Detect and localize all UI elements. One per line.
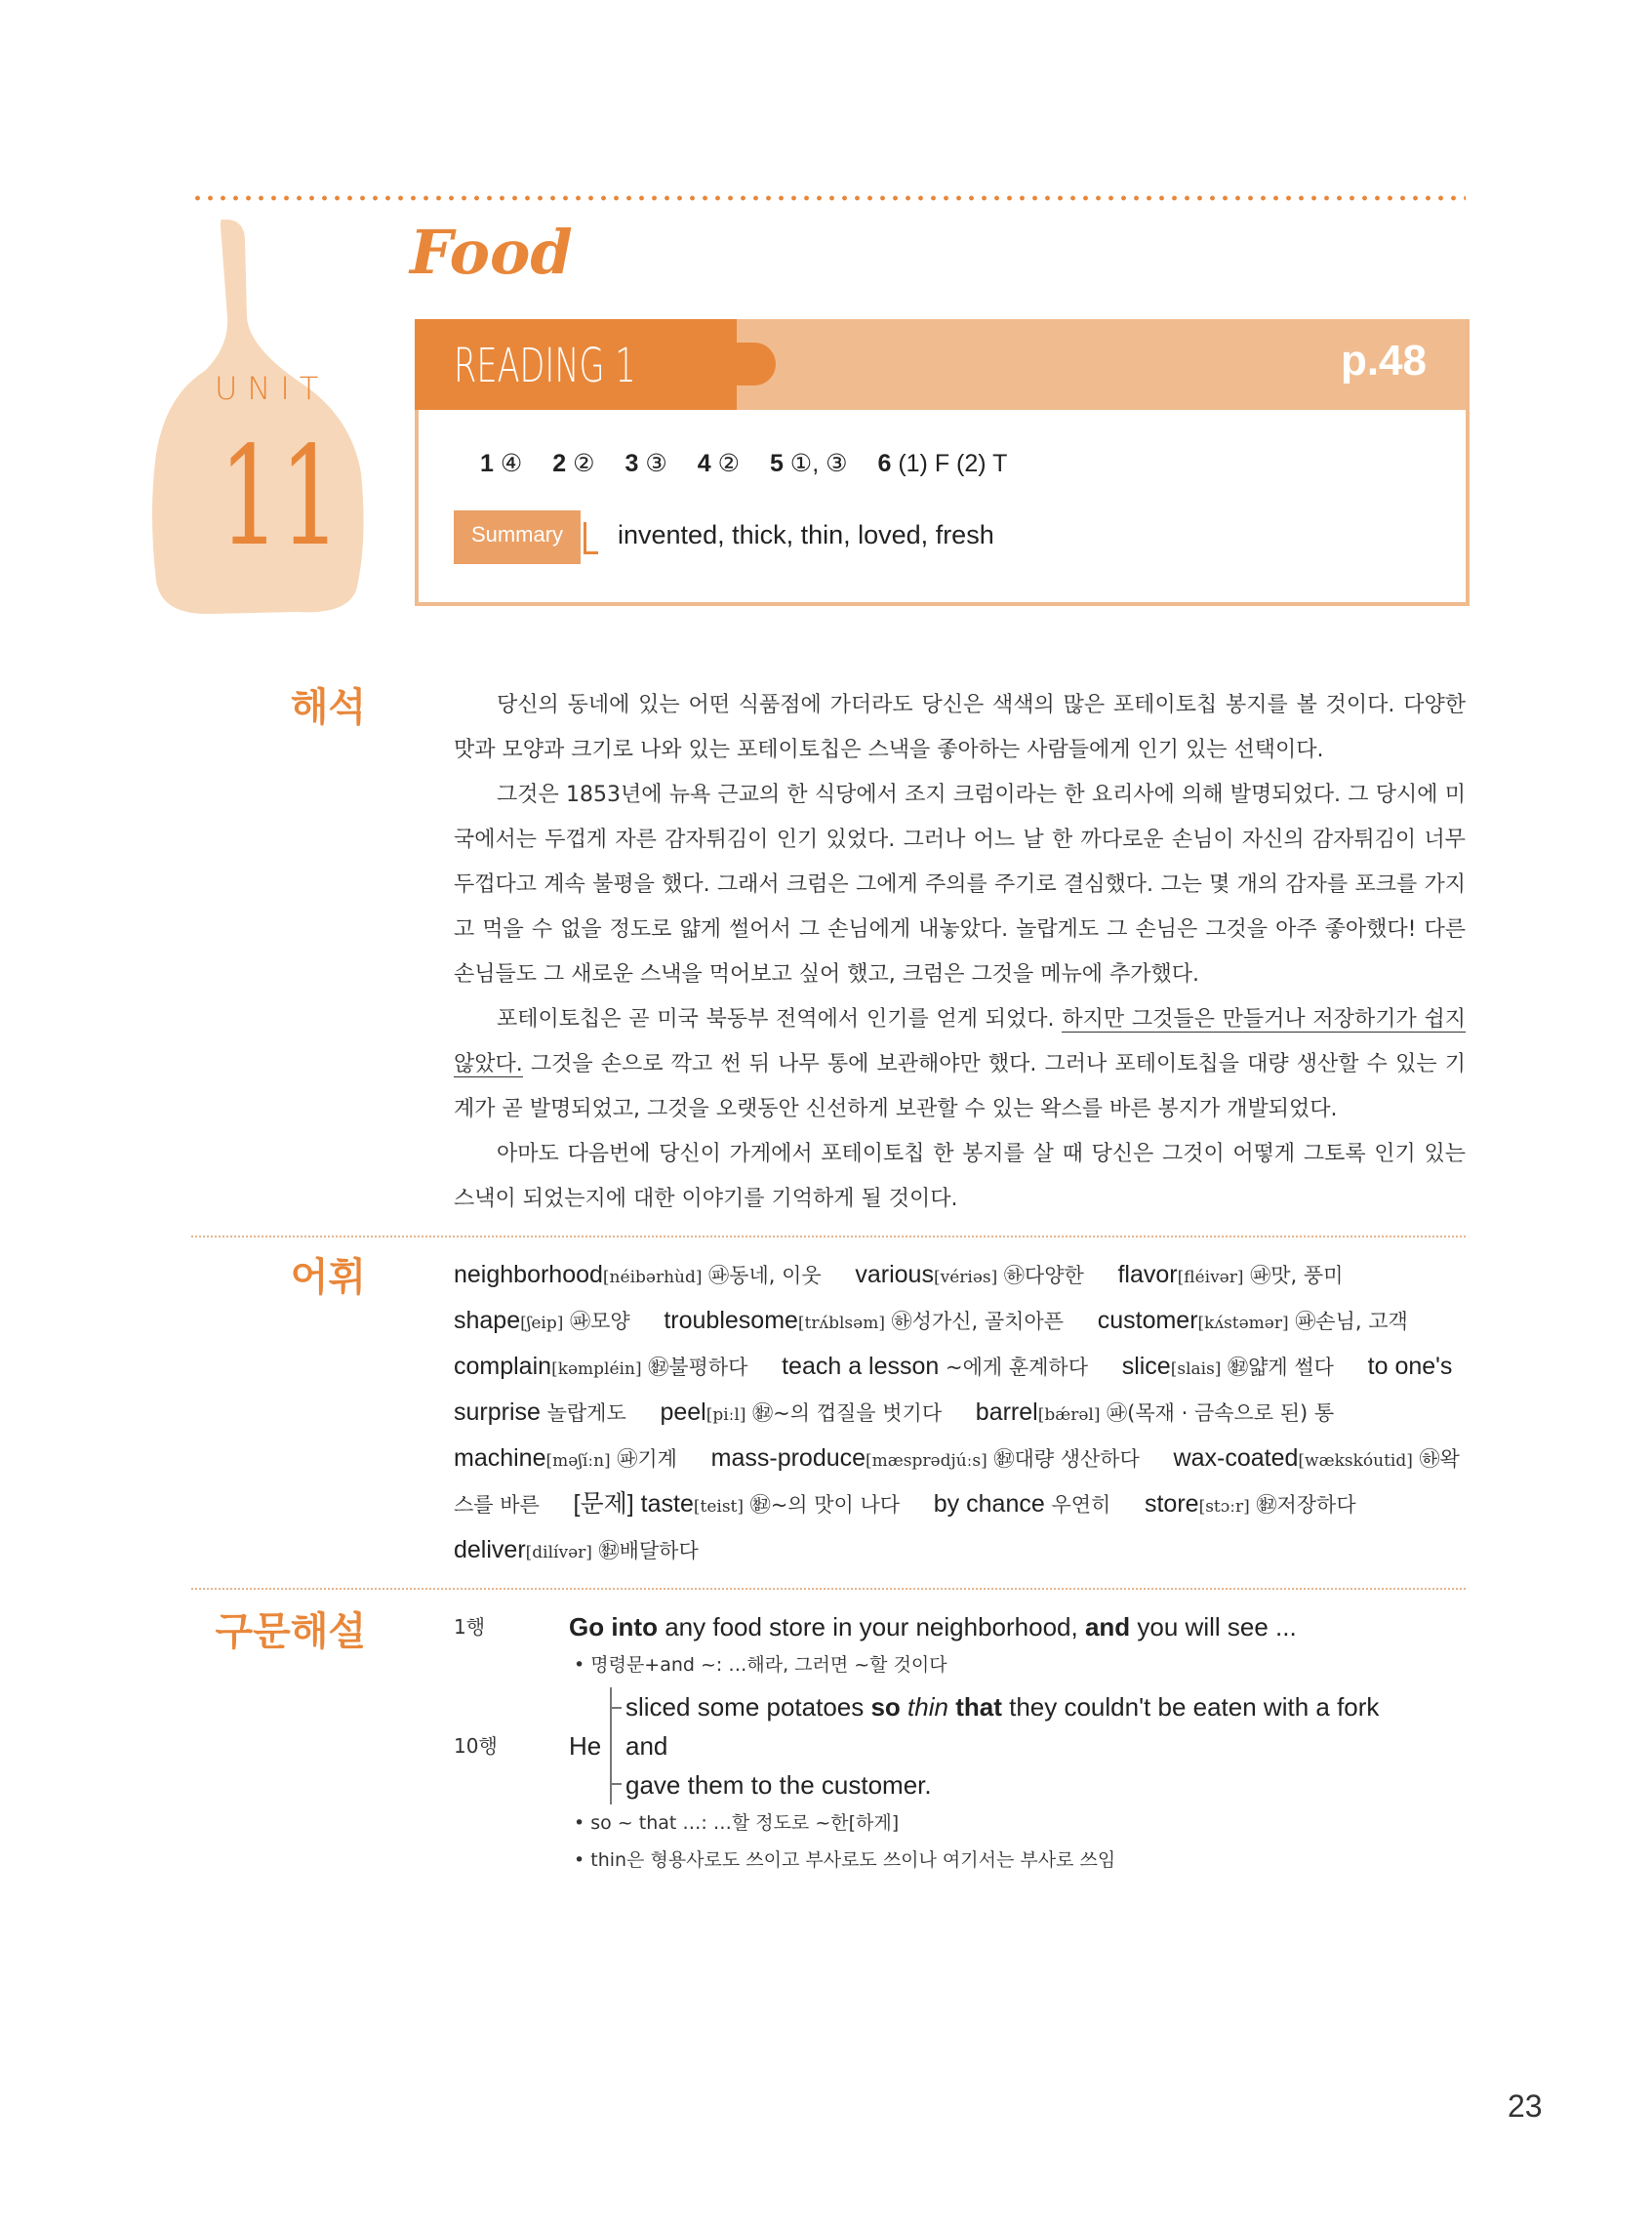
vocab-item: customer[kʌ́stəmər] ㉺손님, 고객	[1097, 1307, 1408, 1334]
vocab-item: troublesome[trʌ́blsəm] ㉻성가신, 골치아픈	[664, 1307, 1065, 1334]
vocab-item: teach a lesson ~에게 훈계하다	[782, 1353, 1089, 1380]
section-divider	[191, 1588, 1466, 1590]
paragraph: 당신의 동네에 있는 어떤 식품점에 가더라도 당신은 색색의 많은 포테이토칩 봉지를 볼 것이다. 다양한 맛과 모양과 크기로 나와 있는 포테이토칩은 스낵을 좋아하는 사람들에게 인기 있는 선택이다.	[454, 693, 1466, 762]
syntax-section	[132, 1607, 1466, 1879]
vocab-item: flavor[fléivər] ㉺맛, 풍미	[1117, 1261, 1344, 1288]
vocab-item: peel[piːl] ㉼~의 껍질을 벗기다	[660, 1398, 943, 1426]
syntax-label: 구문해설	[215, 1609, 366, 1654]
section-divider	[191, 1236, 1466, 1237]
sentence-1: Go into any food store in your neighborhood, and you will see ...	[569, 1612, 1297, 1641]
branch-2: and	[625, 1731, 668, 1761]
vocabulary-label: 어휘	[290, 1255, 366, 1300]
vocab-item: by chance 우연히	[933, 1490, 1111, 1518]
answer-list	[480, 449, 1030, 478]
page-number: 23	[1508, 2088, 1543, 2124]
vocab-item: barrel[bǽrəl] ㉺(목재 · 금속으로 된) 통	[975, 1398, 1335, 1426]
board-hole	[249, 242, 264, 265]
dotted-divider	[191, 195, 1466, 201]
note: • so ~ that …: …할 정도로 ~한[하게]	[574, 1812, 900, 1834]
answer: 1 ④	[480, 450, 523, 477]
paragraph: 아마도 다음번에 당신이 가게에서 포테이토칩 한 봉지를 살 때 당신은 그것이 어떻게 그토록 인기 있는 스낵이 되었는지에 대한 이야기를 기억하게 될 것이다.	[454, 1142, 1466, 1211]
line-ref: 1행	[454, 1615, 486, 1639]
note: • thin은 형용사로도 쓰이고 부사로도 쓰이나 여기서는 부사로 쓰임	[574, 1849, 1116, 1871]
answer: 5 ①, ③	[769, 450, 848, 477]
summary-bracket	[584, 522, 598, 554]
vocab-item: wax-coated[wækskóutid] ㉻왁스를 바른	[454, 1444, 1460, 1517]
branch-3: gave them to the customer.	[625, 1770, 932, 1800]
summary-text: invented, thick, thin, loved, fresh	[618, 520, 994, 549]
unit-number: 11	[219, 418, 342, 577]
vocab-item: machine[məʃíːn] ㉺기계	[454, 1444, 677, 1472]
reading-header	[415, 319, 1466, 410]
paragraph: 포테이토칩은 곧 미국 북동부 전역에서 인기를 얻게 되었다. 하지만 그것들은 만들거나 저장하기가 쉽지 않았다. 그것을 손으로 깍고 썬 뒤 나무 통에 보관해야만 했다. 그러나 포테이토칩을 대량 생산할 수 있는 기계가 곧 발명되었고, 그것을 오랫동안 신선하게 보관할 수 있는 왁스를 바른 봉지가 개발되었다.	[454, 1007, 1466, 1121]
vocab-item: shape[ʃeip] ㉺모양	[454, 1307, 630, 1334]
answer: 2 ②	[552, 450, 595, 477]
syntax-body	[454, 1607, 1466, 1879]
note: • 명령문+and ~: …해라, 그러면 ~할 것이다	[574, 1654, 947, 1676]
subject: He	[569, 1731, 602, 1761]
vocab-item: complain[kəmpléin] ㉼불평하다	[454, 1353, 748, 1380]
vocab-item: mass-produce[mæsprədjúːs] ㉼대량 생산하다	[710, 1444, 1140, 1472]
line-ref: 10행	[454, 1734, 498, 1758]
reading-title: READING 1	[454, 339, 636, 393]
answer: 4 ②	[697, 450, 740, 477]
translation-section	[132, 683, 1466, 1222]
topic-title: Food	[410, 217, 573, 288]
vocab-item: slice[slais] ㉼얇게 썰다	[1121, 1353, 1334, 1380]
vocabulary-list	[454, 1253, 1466, 1574]
answer: 3 ③	[625, 450, 667, 477]
vocab-item: store[stɔːr] ㉼저장하다	[1144, 1490, 1356, 1518]
reading-page: p.48	[1340, 337, 1427, 385]
vocab-item: to one's surprise 놀랍게도	[454, 1353, 1453, 1426]
unit-label: UNIT	[215, 370, 329, 407]
translation-text	[454, 683, 1466, 1222]
vocab-item: neighborhood[néibərhùd] ㉺동네, 이웃	[454, 1261, 822, 1288]
bracket	[610, 1687, 1379, 1804]
vocab-item: [문제] taste[teist] ㉼~의 맛이 나다	[573, 1490, 901, 1518]
main-content	[132, 683, 1466, 1879]
translation-label: 해석	[290, 685, 366, 730]
branch-1: sliced some potatoes so thin that they couldn't be eaten with a fork	[625, 1692, 1380, 1722]
vocab-item: various[vériəs] ㉻다양한	[855, 1261, 1084, 1288]
summary-tag: Summary	[454, 510, 581, 564]
paragraph: 그것은 1853년에 뉴욕 근교의 한 식당에서 조지 크럼이라는 한 요리사에 의해 발명되었다. 그 당시에 미국에서는 두껍게 자른 감자튀김이 인기 있었다. 그러나 어느 날 한 까다로운 손님이 자신의 감자튀김이 너무 두껍다고 계속 불평을 했다. 그래서 크럼은 그에게 주의를 주기로 결심했다. 그는 몇 개의 감자를 포크를 가지고 먹을 수 없을 정도로 얇게 썰어서 그 손님에게 내놓았다. 놀랍게도 그 손님은 그것을 아주 좋아했다! 다른 손님들도 그 새로운 스낵을 먹어보고 싶어 했고, 크럼은 그것을 메뉴에 추가했다.	[454, 783, 1466, 987]
vocab-item: deliver[dilívər] ㉼배달하다	[454, 1536, 699, 1563]
vocabulary-section	[132, 1253, 1466, 1574]
answer: 6 (1) F (2) T	[877, 450, 1008, 477]
